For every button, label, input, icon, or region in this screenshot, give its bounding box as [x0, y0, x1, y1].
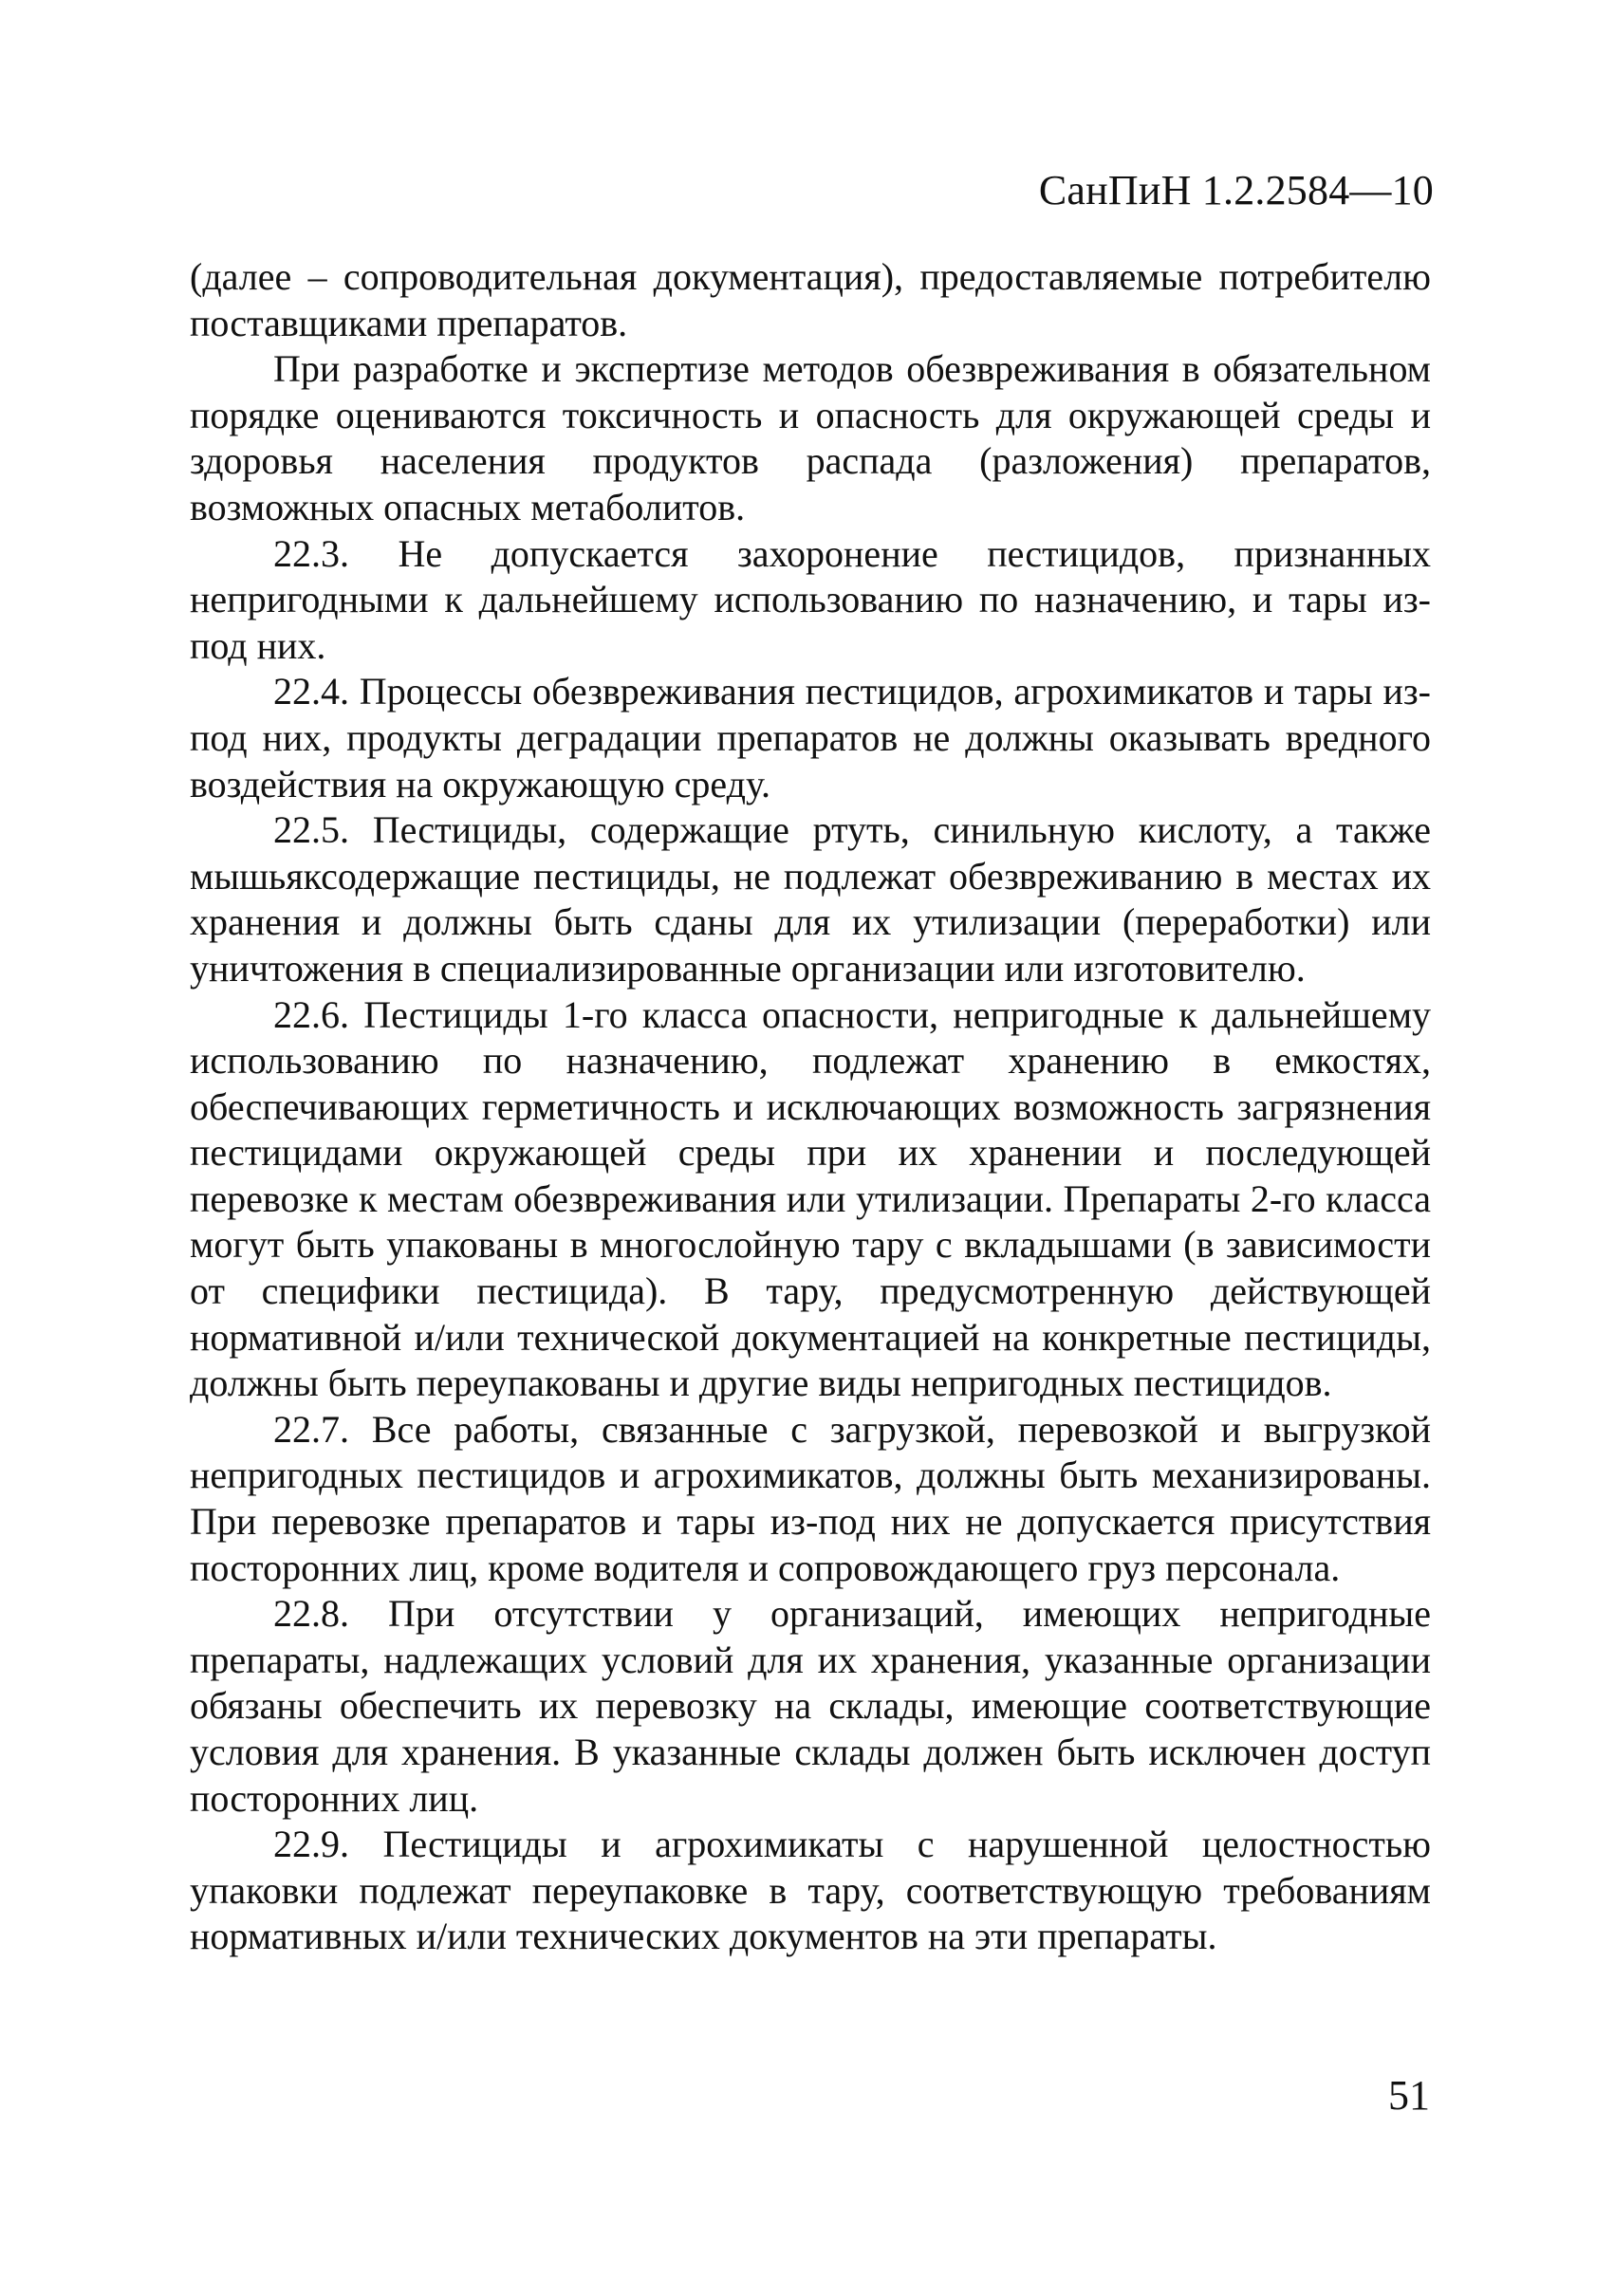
paragraph-22-4: 22.4. Процессы обезвреживания пестицидов, агрохимикатов и тары из-под них, продукты деградации препаратов не должны оказывать вредного воздействия на окружающую среду.: [190, 670, 1431, 805]
paragraph-expertise: При разработке и экспертизе методов обезвреживания в обязательном порядке оцениваются токсичность и опасность для окружающей среды и здоровья населения продуктов распада (разложения) препаратов, возможных опасных метаболитов.: [190, 347, 1431, 528]
paragraph-continuation: (далее – сопроводительная документация), предоставляемые потребителю поставщиками препаратов.: [190, 255, 1431, 344]
paragraph-22-6: 22.6. Пестициды 1-го класса опасности, непригодные к дальнейшему использованию по назначению, подлежат хранению в емкостях, обеспечивающих герметичность и исключающих возможность загрязнения пестицидами окружающей среды при их хранении и последующей перевозке к местам обезвреживания или утилизации. Препараты 2-го класса могут быть упакованы в многослойную тару с вкладышами (в зависимости от специфики пестицида). В тару, предусмотренную действующей нормативной и/или технической документацией на конкретные пестициды, должны быть переупакованы и другие виды непригодных пестицидов.: [190, 992, 1431, 1405]
page-number: 51: [1388, 2072, 1430, 2119]
paragraph-22-8: 22.8. При отсутствии у организаций, имеющих непригодные препараты, надлежащих условий для их хранения, указанные организации обязаны обеспечить их перевозку на склады, имеющие соответствующие условия для хранения. В указанные склады должен быть исключен доступ посторонних лиц.: [190, 1592, 1431, 1820]
paragraph-22-7: 22.7. Все работы, связанные с загрузкой, перевозкой и выгрузкой непригодных пестицидов и агрохимикатов, должны быть механизированы. При перевозке препаратов и тары из-под них не допускается присутствия посторонних лиц, кроме водителя и сопровождающего груз персонала.: [190, 1407, 1431, 1589]
running-header: СанПиН 1.2.2584—10: [1038, 167, 1434, 213]
paragraph-22-9: 22.9. Пестициды и агрохимикаты с нарушенной целостностью упаковки подлежат переупаковке в тару, соответствующую требованиям нормативных и/или технических документов на эти препараты.: [190, 1823, 1431, 1958]
paragraph-22-5: 22.5. Пестициды, содержащие ртуть, синильную кислоту, а также мышьяксодержащие пестициды, не подлежат обезвреживанию в местах их хранения и должны быть сданы для их утилизации (переработки) или уничтожения в специализированные организации или изготовителю.: [190, 808, 1431, 990]
paragraph-22-3: 22.3. Не допускается захоронение пестицидов, признанных непригодными к дальнейшему использованию по назначению, и тары из-под них.: [190, 531, 1431, 667]
body-text: [190, 254, 1431, 1960]
